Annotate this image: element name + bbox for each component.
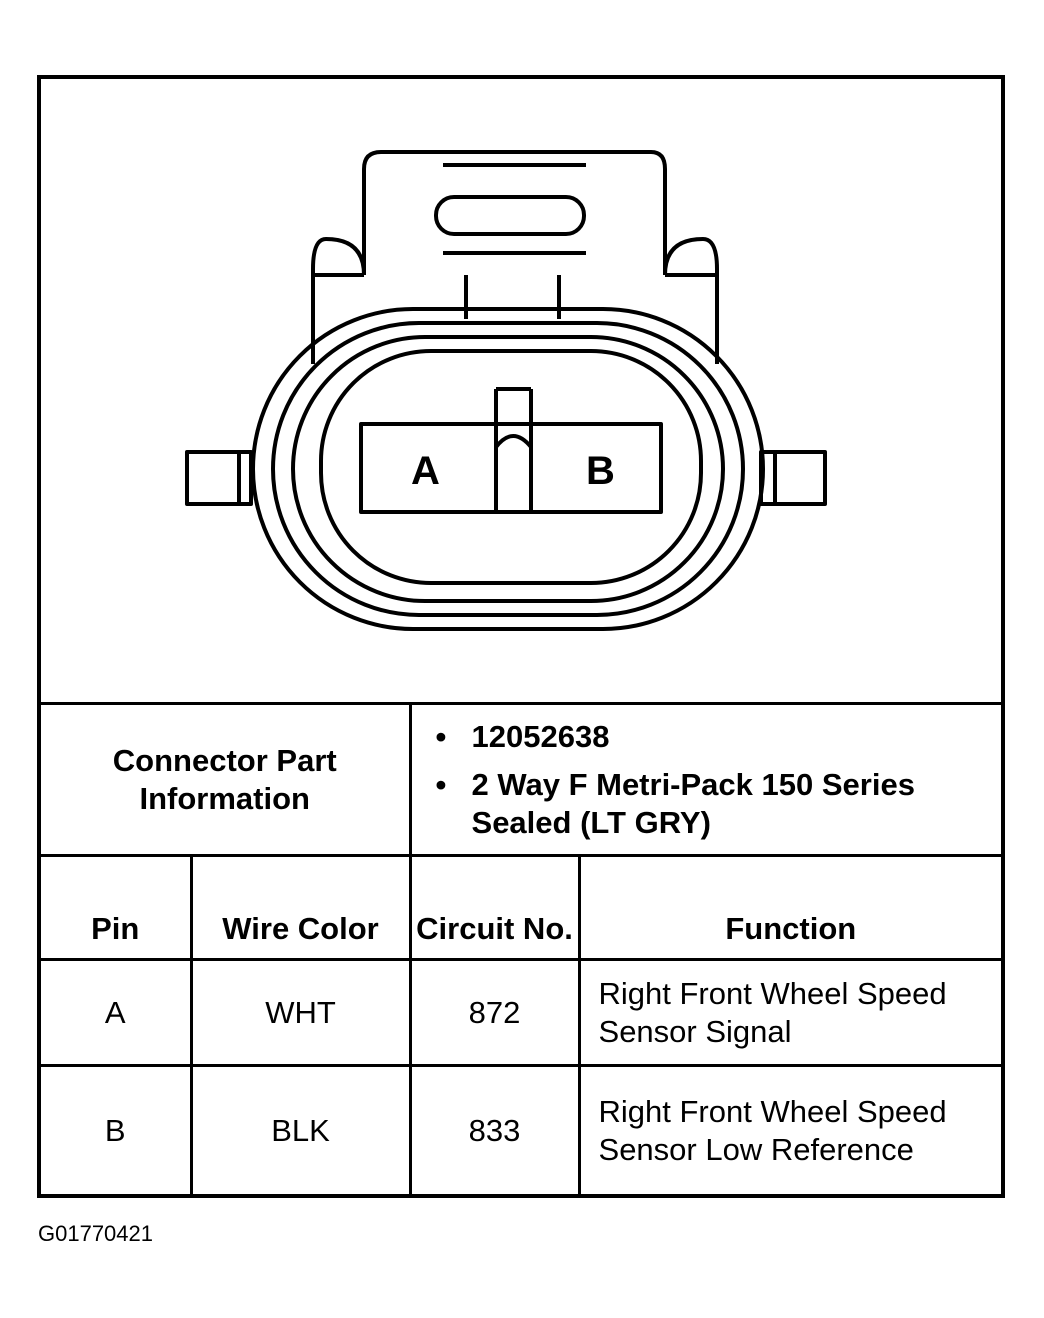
header-function: Function [579, 856, 1001, 960]
cell-circuit: 872 [410, 960, 579, 1066]
left-ear [187, 452, 251, 504]
right-ear [761, 452, 825, 504]
latch-slot [436, 197, 584, 234]
cell-wire-color: BLK [191, 1066, 410, 1196]
connector-table [41, 702, 1001, 1196]
part-description: • 2 Way F Metri-Pack 150 Series Sealed (LT GRY) [435, 766, 915, 840]
cell-function: Right Front Wheel Speed Sensor Low Reference [579, 1066, 1001, 1196]
header-wire-color: Wire Color [191, 856, 410, 960]
table-row [41, 960, 1001, 1066]
connector-drawing [41, 79, 1001, 702]
table-row [41, 1066, 1001, 1196]
part-info-list [412, 712, 1002, 848]
header-circuit: Circuit No. [410, 856, 579, 960]
part-number: • 12052638 [435, 718, 610, 754]
pin-a-label: A [411, 449, 440, 493]
cell-pin: A [41, 960, 191, 1066]
locking-tab [364, 152, 665, 275]
connector-frame [37, 75, 1005, 1198]
part-info-cell [410, 704, 1001, 856]
header-pin: Pin [41, 856, 191, 960]
cell-pin: B [41, 1066, 191, 1196]
cell-circuit: 833 [410, 1066, 579, 1196]
cell-wire-color: WHT [191, 960, 410, 1066]
cell-function: Right Front Wheel Speed Sensor Signal [579, 960, 1001, 1066]
pin-b-label: B [586, 449, 615, 493]
part-info-label: Connector Part Information [41, 704, 410, 856]
figure-id: G01770421 [38, 1221, 153, 1246]
connector-face-diagram [41, 79, 1001, 702]
